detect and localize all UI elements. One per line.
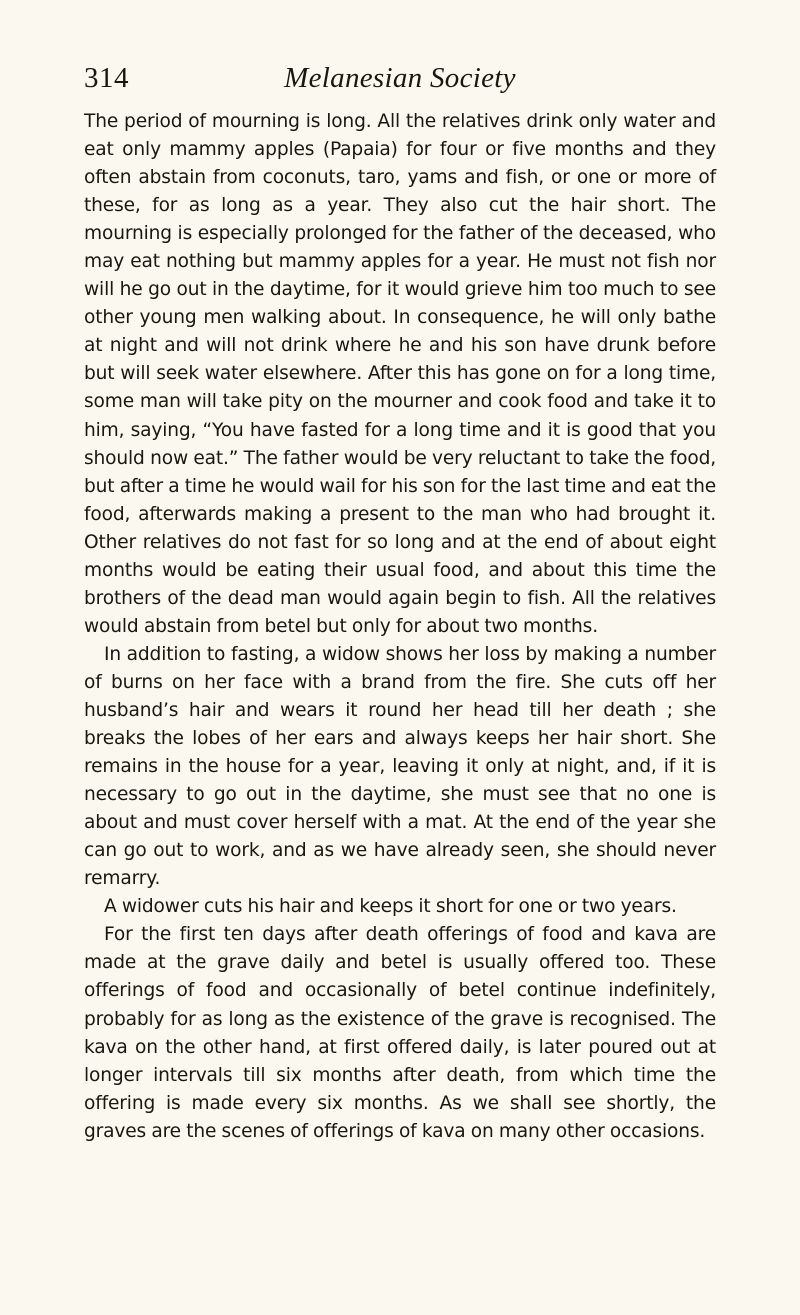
paragraph: A widower cuts his hair and keeps it short for one or two years. <box>104 896 677 918</box>
paragraph: The period of mourning is long. All the relatives drink only water and eat only mammy apples (Papaia) for four or five months and they often abstain from coconuts, taro, yams and fish, or one or more of these, for as long as a year. They also cut the hair short. The mourning is especially prolonged for the father of the deceased, who may eat nothing but mammy apples for a year. He must not fish nor will he go out in the daytime, for it would grieve him too much to see other young men walking about. In consequence, he will only bathe at night and will not drink where he and his son have drunk before but will seek water elsewhere. After this has gone on for a long time, some man will take pity on the mourner and cook food and take it to him, saying, “You have fasted for a long time and it is good that you should now eat.” The father would be very reluctant to take the food, but after a time he would wail for his son for the last time and eat the food, afterwards making a present to the man who had brought it. Other relatives do not fast for so long and at the end of about eight months would be eating their usual food, and about this time the brothers of the dead man would again begin to fish. All the relatives would abstain from betel but only for about two months. <box>84 111 716 637</box>
page-number: 314 <box>84 62 129 94</box>
page-header <box>84 62 716 102</box>
body-text <box>84 108 716 1146</box>
paragraph: For the first ten days after death offerings of food and kava are made at the grave daily and betel is usually offered too. These offerings of food and occasionally of betel continue indefinitely, probably for as long as the existence of the grave is recognised. The kava on the other hand, at first offered daily, is later poured out at longer intervals till six months after death, from which time the offering is made every six months. As we shall see shortly, the graves are the scenes of offerings of kava on many other occasions. <box>84 924 716 1142</box>
paragraph: In addition to fasting, a widow shows her loss by making a number of burns on her face with a brand from the fire. She cuts off her husband’s hair and wears it round her head till her death ; she breaks the lobes of her ears and always keeps her hair short. She remains in the house for a year, leaving it only at night, and, if it is necessary to go out in the daytime, she must see that no one is about and must cover herself with a mat. At the end of the year she can go out to work, and as we have already seen, she should never remarry. <box>84 643 716 890</box>
running-head: Melanesian Society <box>284 62 516 94</box>
